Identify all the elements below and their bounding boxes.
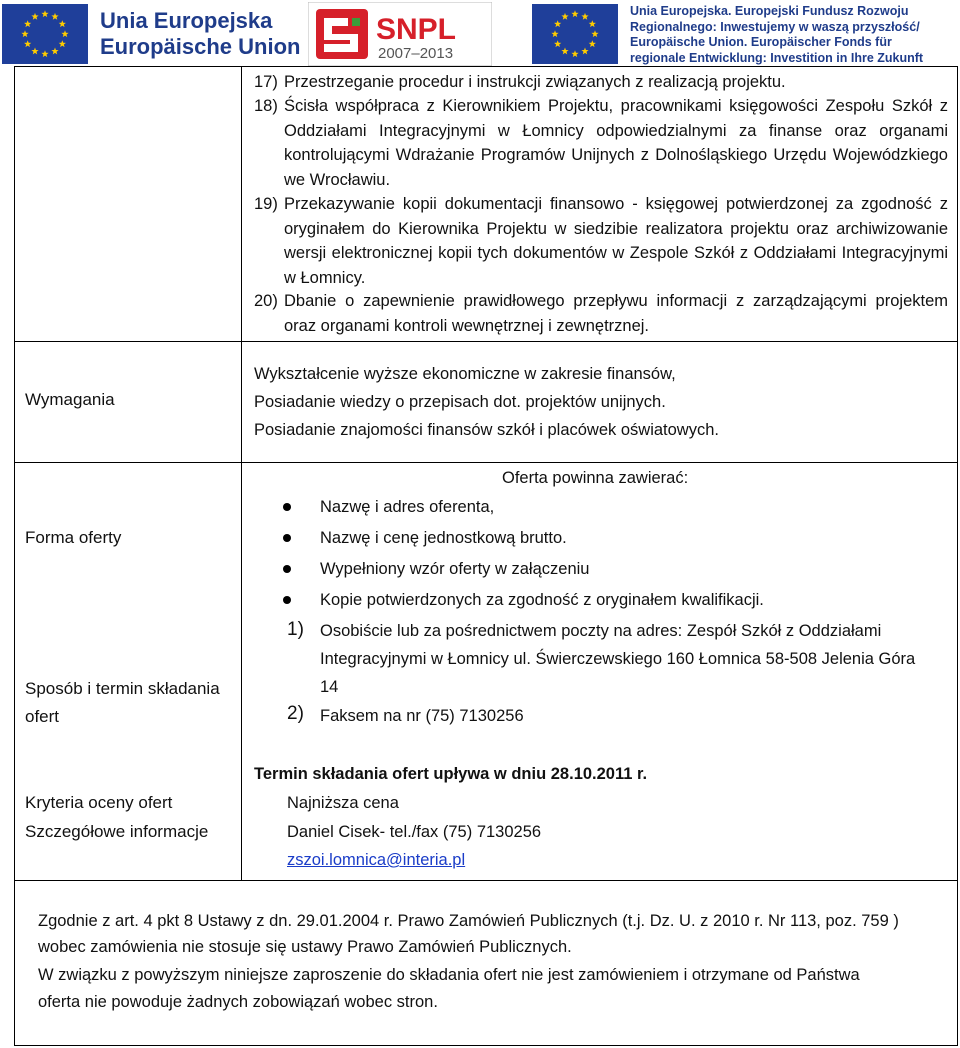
- offer-form-label: Forma oferty: [25, 528, 122, 547]
- duty-number: 19): [254, 195, 278, 213]
- duty-item: Ścisła współpraca z Kierownikiem Projektu, pracownikami księgowości Zespołu Szkół z Oddziałami Integracyjnymi w Łomnicy odpowiedzialnymi za finanse oraz organami kontrolującymi Wdrażanie Programów Unijnych z Dolnośląskiego Urzędu Wojewódzkiego we Wrocławiu.: [284, 97, 948, 189]
- offer-form-heading: Oferta powinna zawierać:: [502, 469, 689, 487]
- duty-item: Przestrzeganie procedur i instrukcji związanych z realizacją projektu.: [284, 73, 786, 91]
- requirement-line: Posiadanie znajomości finansów szkół i placówek oświatowych.: [254, 421, 719, 439]
- snpl-name: SNPL: [376, 13, 457, 46]
- legal-note-line: W związku z powyższym niniejsze zaproszenie do składania ofert nie jest zamówieniem i otrzymane od Państwa: [38, 966, 860, 984]
- snpl-logo: [308, 2, 492, 66]
- duty-item: Dbanie o zapewnienie prawidłowego przepływu informacji z zarządzającymi projektem oraz organami kontroli wewnętrznej i zewnętrznej.: [284, 292, 948, 335]
- bullet-icon: [283, 503, 291, 511]
- duty-item: Przekazywanie kopii dokumentacji finansowo - księgowej potwierdzonej za zgodność z oryginałem do Kierownika Projektu w siedzibie realizatora projektu oraz archiwizowanie wersji elektronicznej kopii tych dokumentów w Zespole Szkół z Oddziałami Integracyjnymi w Łomnicy.: [284, 195, 948, 287]
- legal-note-line: wobec zamówienia nie stosuje się ustawy Prawo Zamówień Publicznych.: [38, 938, 572, 956]
- requirement-line: Posiadanie wiedzy o przepisach dot. projektów unijnych.: [254, 393, 666, 411]
- duty-number: 18): [254, 97, 278, 115]
- row-divider: [14, 880, 958, 881]
- submission-line: 14: [320, 678, 339, 696]
- row-divider: [14, 341, 958, 342]
- erdf-line: Unia Europejska. Europejski Fundusz Rozwoju: [630, 4, 909, 18]
- eu-flag-icon: [2, 4, 88, 64]
- eu-logo-line1: Unia Europejska: [100, 8, 273, 33]
- submission-label: Sposób i termin składania: [25, 679, 220, 698]
- bullet-icon: [283, 596, 291, 604]
- duty-number: 20): [254, 292, 278, 310]
- erdf-eu-flag-icon: [532, 4, 618, 64]
- offer-form-item: Wypełniony wzór oferty w załączeniu: [320, 560, 590, 578]
- duty-number: 17): [254, 73, 278, 91]
- erdf-logo-text: [630, 4, 960, 66]
- submission-label-cont: ofert: [25, 707, 60, 726]
- offer-form-item: Nazwę i cenę jednostkową brutto.: [320, 529, 567, 547]
- erdf-line: Europäische Union. Europäischer Fonds für: [630, 35, 892, 49]
- criteria-value: Najniższa cena: [287, 794, 399, 812]
- submission-line: Integracyjnymi w Łomnicy ul. Świerczewskiego 160 Łomnica 58-508 Jelenia Góra: [320, 650, 916, 668]
- snpl-years: 2007–2013: [378, 45, 454, 62]
- eu-logo-line2: Europäische Union: [100, 34, 301, 59]
- submission-line: Faksem na nr (75) 7130256: [320, 707, 524, 725]
- submission-number: 1): [287, 619, 304, 640]
- column-divider: [241, 66, 242, 880]
- submission-line: Osobiście lub za pośrednictwem poczty na adres: Zespół Szkół z Oddziałami: [320, 622, 882, 640]
- offer-form-item: Kopie potwierdzonych za zgodność z oryginałem kwalifikacji.: [320, 591, 764, 609]
- requirement-line: Wykształcenie wyższe ekonomiczne w zakresie finansów,: [254, 365, 676, 383]
- legal-note-line: Zgodnie z art. 4 pkt 8 Ustawy z dn. 29.01.2004 r. Prawo Zamówień Publicznych (t.j. Dz. U. z 2010 r. Nr 113, poz. 759 ): [38, 912, 899, 930]
- details-label: Szczegółowe informacje: [25, 822, 209, 841]
- eu-logo-text: [100, 8, 300, 60]
- bullet-icon: [283, 565, 291, 573]
- deadline-text: Termin składania ofert upływa w dniu 28.10.2011 r.: [254, 765, 648, 783]
- logo-header: [0, 0, 960, 70]
- erdf-line: Regionalnego: Inwestujemy w waszą przyszłość/: [630, 19, 920, 34]
- criteria-label: Kryteria oceny ofert: [25, 793, 173, 812]
- legal-note-line: oferta nie powoduje żadnych zobowiązań wobec stron.: [38, 993, 438, 1011]
- requirements-label: Wymagania: [25, 390, 115, 409]
- offer-form-item: Nazwę i adres oferenta,: [320, 498, 495, 516]
- row-divider: [14, 462, 958, 463]
- erdf-line: regionale Entwicklung: Investition in Ihre Zukunft: [630, 50, 924, 65]
- contact-info: Daniel Cisek- tel./fax (75) 7130256: [287, 823, 542, 841]
- email-link[interactable]: zszoi.lomnica@interia.pl: [287, 851, 466, 869]
- bullet-icon: [283, 534, 291, 542]
- snpl-emblem-icon: [316, 9, 368, 59]
- submission-number: 2): [287, 703, 304, 724]
